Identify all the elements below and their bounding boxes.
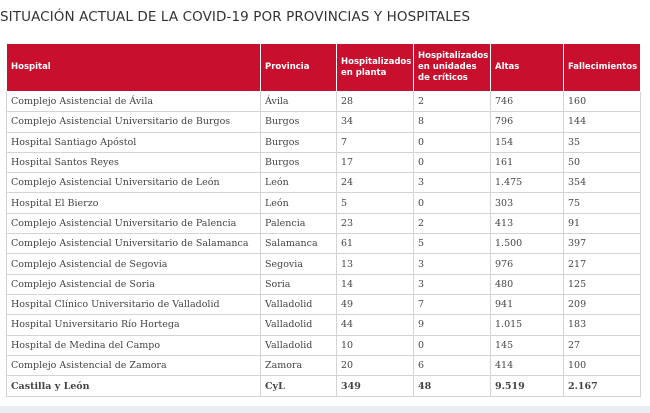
header-hospitalizados-planta: Hospitalizados en planta xyxy=(337,44,414,92)
table-row xyxy=(7,234,641,254)
cell-hospitalizados-planta: 28 xyxy=(337,92,414,112)
cell-altas: 746 xyxy=(491,92,564,112)
cell-fallecimientos: 125 xyxy=(564,274,641,294)
total-cell-hospitalizados-planta: 349 xyxy=(337,376,414,397)
cell-hospitalizados-planta: 5 xyxy=(337,193,414,213)
cell-hospitalizados-planta: 13 xyxy=(337,254,414,274)
cell-hospital: Complejo Asistencial de Zamora xyxy=(7,355,261,375)
cell-hospitalizados-planta: 44 xyxy=(337,315,414,335)
cell-fallecimientos: 209 xyxy=(564,294,641,314)
cell-hospitalizados-planta: 61 xyxy=(337,234,414,254)
cell-provincia: Segovia xyxy=(261,254,337,274)
cell-fallecimientos: 397 xyxy=(564,234,641,254)
cell-fallecimientos: 50 xyxy=(564,152,641,172)
cell-provincia: Soria xyxy=(261,274,337,294)
cell-provincia: Burgos xyxy=(261,132,337,152)
table-row xyxy=(7,112,641,132)
cell-fallecimientos: 27 xyxy=(564,335,641,355)
total-cell-hospitalizados-criticos: 48 xyxy=(414,376,491,397)
cell-altas: 1.475 xyxy=(491,173,564,193)
table-row xyxy=(7,315,641,335)
cell-provincia: Valladolid xyxy=(261,294,337,314)
total-cell-hospital: Castilla y León xyxy=(7,376,261,397)
cell-provincia: Palencia xyxy=(261,213,337,233)
cell-altas: 303 xyxy=(491,193,564,213)
cell-provincia: Zamora xyxy=(261,355,337,375)
cell-fallecimientos: 354 xyxy=(564,173,641,193)
cell-hospital: Hospital Santos Reyes xyxy=(7,152,261,172)
cell-provincia: Salamanca xyxy=(261,234,337,254)
cell-altas: 941 xyxy=(491,294,564,314)
cell-fallecimientos: 91 xyxy=(564,213,641,233)
cell-hospital: Hospital de Medina del Campo xyxy=(7,335,261,355)
cell-hospitalizados-planta: 23 xyxy=(337,213,414,233)
cell-hospital: Complejo Asistencial Universitario de Burgos xyxy=(7,112,261,132)
table-row xyxy=(7,132,641,152)
header-altas: Altas xyxy=(491,44,564,92)
header-fallecimientos: Fallecimientos xyxy=(564,44,641,92)
cell-hospitalizados-planta: 17 xyxy=(337,152,414,172)
cell-hospitalizados-planta: 20 xyxy=(337,355,414,375)
cell-fallecimientos: 144 xyxy=(564,112,641,132)
cell-altas: 1.015 xyxy=(491,315,564,335)
table-row xyxy=(7,355,641,375)
cell-hospital: Complejo Asistencial de Soria xyxy=(7,274,261,294)
cell-hospitalizados-criticos: 7 xyxy=(414,294,491,314)
cell-hospital: Complejo Asistencial Universitario de Palencia xyxy=(7,213,261,233)
header-row xyxy=(7,44,641,92)
table-row xyxy=(7,213,641,233)
cell-hospital: Complejo Asistencial de Ávila xyxy=(7,92,261,112)
cell-fallecimientos: 183 xyxy=(564,315,641,335)
cell-hospitalizados-criticos: 2 xyxy=(414,92,491,112)
cell-altas: 154 xyxy=(491,132,564,152)
table-row xyxy=(7,294,641,314)
cell-altas: 480 xyxy=(491,274,564,294)
cell-hospital: Complejo Asistencial de Segovia xyxy=(7,254,261,274)
cell-hospitalizados-planta: 49 xyxy=(337,294,414,314)
cell-provincia: Burgos xyxy=(261,152,337,172)
table-row xyxy=(7,193,641,213)
cell-hospitalizados-criticos: 8 xyxy=(414,112,491,132)
cell-provincia: Valladolid xyxy=(261,335,337,355)
cell-hospitalizados-criticos: 3 xyxy=(414,274,491,294)
total-row xyxy=(7,376,641,397)
total-cell-provincia: CyL xyxy=(261,376,337,397)
cell-altas: 161 xyxy=(491,152,564,172)
cell-fallecimientos: 75 xyxy=(564,193,641,213)
cell-altas: 1.500 xyxy=(491,234,564,254)
cell-provincia: León xyxy=(261,173,337,193)
cell-hospital: Hospital Clínico Universitario de Valladolid xyxy=(7,294,261,314)
page-title: SITUACIÓN ACTUAL DE LA COVID-19 POR PROVINCIAS Y HOSPITALES xyxy=(0,9,471,25)
cell-altas: 413 xyxy=(491,213,564,233)
table-body xyxy=(7,92,641,397)
cell-hospitalizados-criticos: 3 xyxy=(414,173,491,193)
hospitals-table xyxy=(6,43,641,397)
table-row xyxy=(7,335,641,355)
cell-hospitalizados-planta: 7 xyxy=(337,132,414,152)
cell-hospital: Complejo Asistencial Universitario de Salamanca xyxy=(7,234,261,254)
table-row xyxy=(7,254,641,274)
cell-hospital: Hospital El Bierzo xyxy=(7,193,261,213)
cell-fallecimientos: 217 xyxy=(564,254,641,274)
table-header xyxy=(7,44,641,92)
total-cell-fallecimientos: 2.167 xyxy=(564,376,641,397)
cell-provincia: Burgos xyxy=(261,112,337,132)
cell-hospitalizados-criticos: 0 xyxy=(414,152,491,172)
cell-fallecimientos: 100 xyxy=(564,355,641,375)
cell-hospital: Hospital Santiago Apóstol xyxy=(7,132,261,152)
cell-hospitalizados-criticos: 0 xyxy=(414,193,491,213)
header-hospitalizados-criticos: Hospitalizados en unidades de críticos xyxy=(414,44,491,92)
cell-altas: 414 xyxy=(491,355,564,375)
cell-provincia: León xyxy=(261,193,337,213)
cell-hospitalizados-criticos: 2 xyxy=(414,213,491,233)
cell-hospitalizados-criticos: 9 xyxy=(414,315,491,335)
cell-fallecimientos: 160 xyxy=(564,92,641,112)
cell-hospitalizados-criticos: 6 xyxy=(414,355,491,375)
cell-fallecimientos: 35 xyxy=(564,132,641,152)
cell-hospitalizados-planta: 24 xyxy=(337,173,414,193)
bottom-panel-edge xyxy=(0,406,650,413)
table-row xyxy=(7,274,641,294)
cell-hospitalizados-criticos: 3 xyxy=(414,254,491,274)
cell-provincia: Ávila xyxy=(261,92,337,112)
cell-hospital: Complejo Asistencial Universitario de León xyxy=(7,173,261,193)
cell-altas: 796 xyxy=(491,112,564,132)
total-cell-altas: 9.519 xyxy=(491,376,564,397)
table-row xyxy=(7,92,641,112)
cell-hospitalizados-planta: 34 xyxy=(337,112,414,132)
cell-hospitalizados-criticos: 5 xyxy=(414,234,491,254)
cell-hospital: Hospital Universitario Río Hortega xyxy=(7,315,261,335)
table-row xyxy=(7,173,641,193)
cell-provincia: Valladolid xyxy=(261,315,337,335)
header-provincia: Provincia xyxy=(261,44,337,92)
cell-hospitalizados-planta: 10 xyxy=(337,335,414,355)
cell-altas: 976 xyxy=(491,254,564,274)
cell-hospitalizados-criticos: 0 xyxy=(414,132,491,152)
cell-hospitalizados-planta: 14 xyxy=(337,274,414,294)
cell-hospitalizados-criticos: 0 xyxy=(414,335,491,355)
cell-altas: 145 xyxy=(491,335,564,355)
table-row xyxy=(7,152,641,172)
header-hospital: Hospital xyxy=(7,44,261,92)
